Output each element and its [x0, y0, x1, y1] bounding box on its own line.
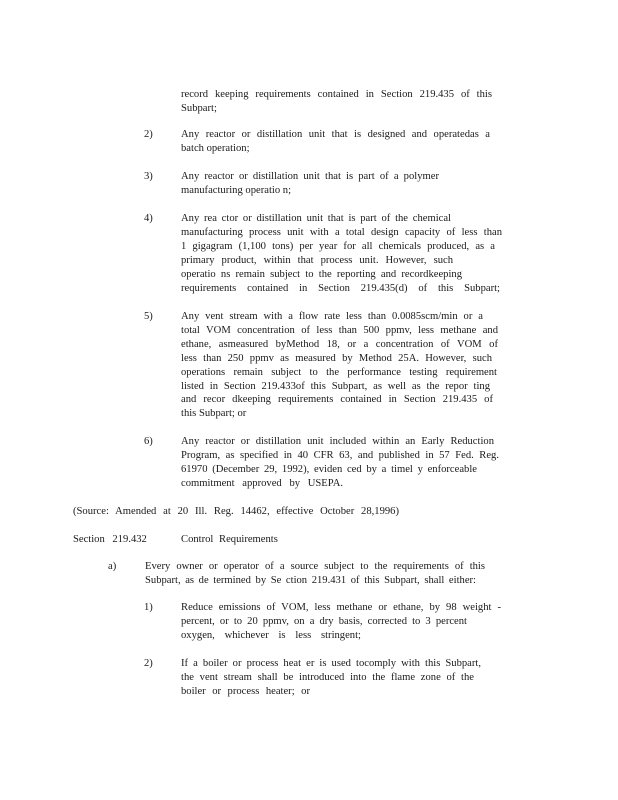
text-line: Any reactor or distillation unit that is designed and operatedas a: [181, 129, 490, 140]
text-line: requirements contained in Section 219.435(d) of this Subpart;: [181, 282, 500, 294]
text-line: total VOM concentration of less than 500 ppmv, less methane and: [181, 324, 498, 336]
text-line: Any reactor or distillation unit that is part of a polymer: [181, 171, 439, 182]
text-line: Subpart;: [181, 102, 217, 114]
text-line: and recor dkeeping requirements contained in Section 219.435 of: [181, 394, 493, 406]
subsection-letter: a): [108, 561, 117, 572]
text-line: Any reactor or distillation unit included within an Early Reduction: [181, 436, 494, 447]
item-number: 6): [144, 436, 153, 447]
text-line: If a boiler or process heat er is used tocomply with this Subpart,: [181, 658, 481, 669]
text-line: (Source: Amended at 20 Ill. Reg. 14462, effective October 28,1996): [73, 506, 399, 517]
continuation-text: [181, 88, 492, 116]
text-line: Program, as specified in 40 CFR 63, and published in 57 Fed. Reg.: [181, 449, 499, 461]
text-line: commitment approved by USEPA.: [181, 477, 343, 489]
list-item: [181, 657, 481, 699]
list-item: [181, 601, 501, 643]
text-line: batch operation;: [181, 142, 250, 154]
text-line: less than 250 ppmv as measured by Method 25A. However, such: [181, 352, 492, 364]
section-number: Section 219.432: [73, 534, 147, 545]
list-item: [181, 435, 499, 491]
text-line: ethane, asmeasured byMethod 18, or a concentration of VOM of: [181, 338, 498, 350]
text-line: primary product, within that process unit. However, such: [181, 254, 453, 266]
item-number: 4): [144, 213, 153, 224]
item-number: 3): [144, 171, 153, 182]
text-line: Subpart, as de termined by Se ction 219.431 of this Subpart, shall either:: [145, 574, 476, 586]
text-line: manufacturing operatio n;: [181, 184, 292, 196]
text-line: boiler or process heater; or: [181, 685, 310, 697]
text-line: the vent stream shall be introduced into the flame zone of the: [181, 671, 474, 683]
text-line: Every owner or operator of a source subject to the requirements of this: [145, 561, 485, 572]
text-line: operations remain subject to the performance testing requirement: [181, 366, 497, 378]
section-title: Control Requirements: [181, 534, 278, 545]
item-number: 2): [144, 129, 153, 140]
text-line: manufacturing process unit with a total design capacity of less than: [181, 226, 502, 238]
text-line: 1 gigagram (1,100 tons) per year for all chemicals produced, as a: [181, 240, 495, 252]
item-number: 2): [144, 658, 153, 669]
subsection-text: [145, 560, 485, 588]
list-item: [181, 170, 439, 198]
text-line: Any rea ctor or distillation unit that is part of the chemical: [181, 213, 451, 224]
text-line: Any vent stream with a flow rate less than 0.0085scm/min or a: [181, 311, 483, 322]
text-line: oxygen, whichever is less stringent;: [181, 629, 361, 641]
text-line: percent, or to 20 ppmv, on a dry basis, corrected to 3 percent: [181, 615, 467, 627]
list-item: [181, 310, 498, 421]
text-line: this Subpart; or: [181, 408, 247, 420]
list-item: [181, 128, 490, 156]
item-number: 1): [144, 602, 153, 613]
source-note: [73, 505, 399, 519]
text-line: listed in Section 219.433of this Subpart, as well as the repor ting: [181, 380, 490, 392]
text-line: Reduce emissions of VOM, less methane or ethane, by 98 weight -: [181, 602, 501, 613]
text-line: operatio ns remain subject to the reporting and recordkeeping: [181, 268, 462, 280]
list-item: [181, 212, 502, 295]
text-line: 61970 (December 29, 1992), eviden ced by a timel y enforceable: [181, 463, 477, 475]
item-number: 5): [144, 311, 153, 322]
text-line: record keeping requirements contained in Section 219.435 of this: [181, 89, 492, 100]
